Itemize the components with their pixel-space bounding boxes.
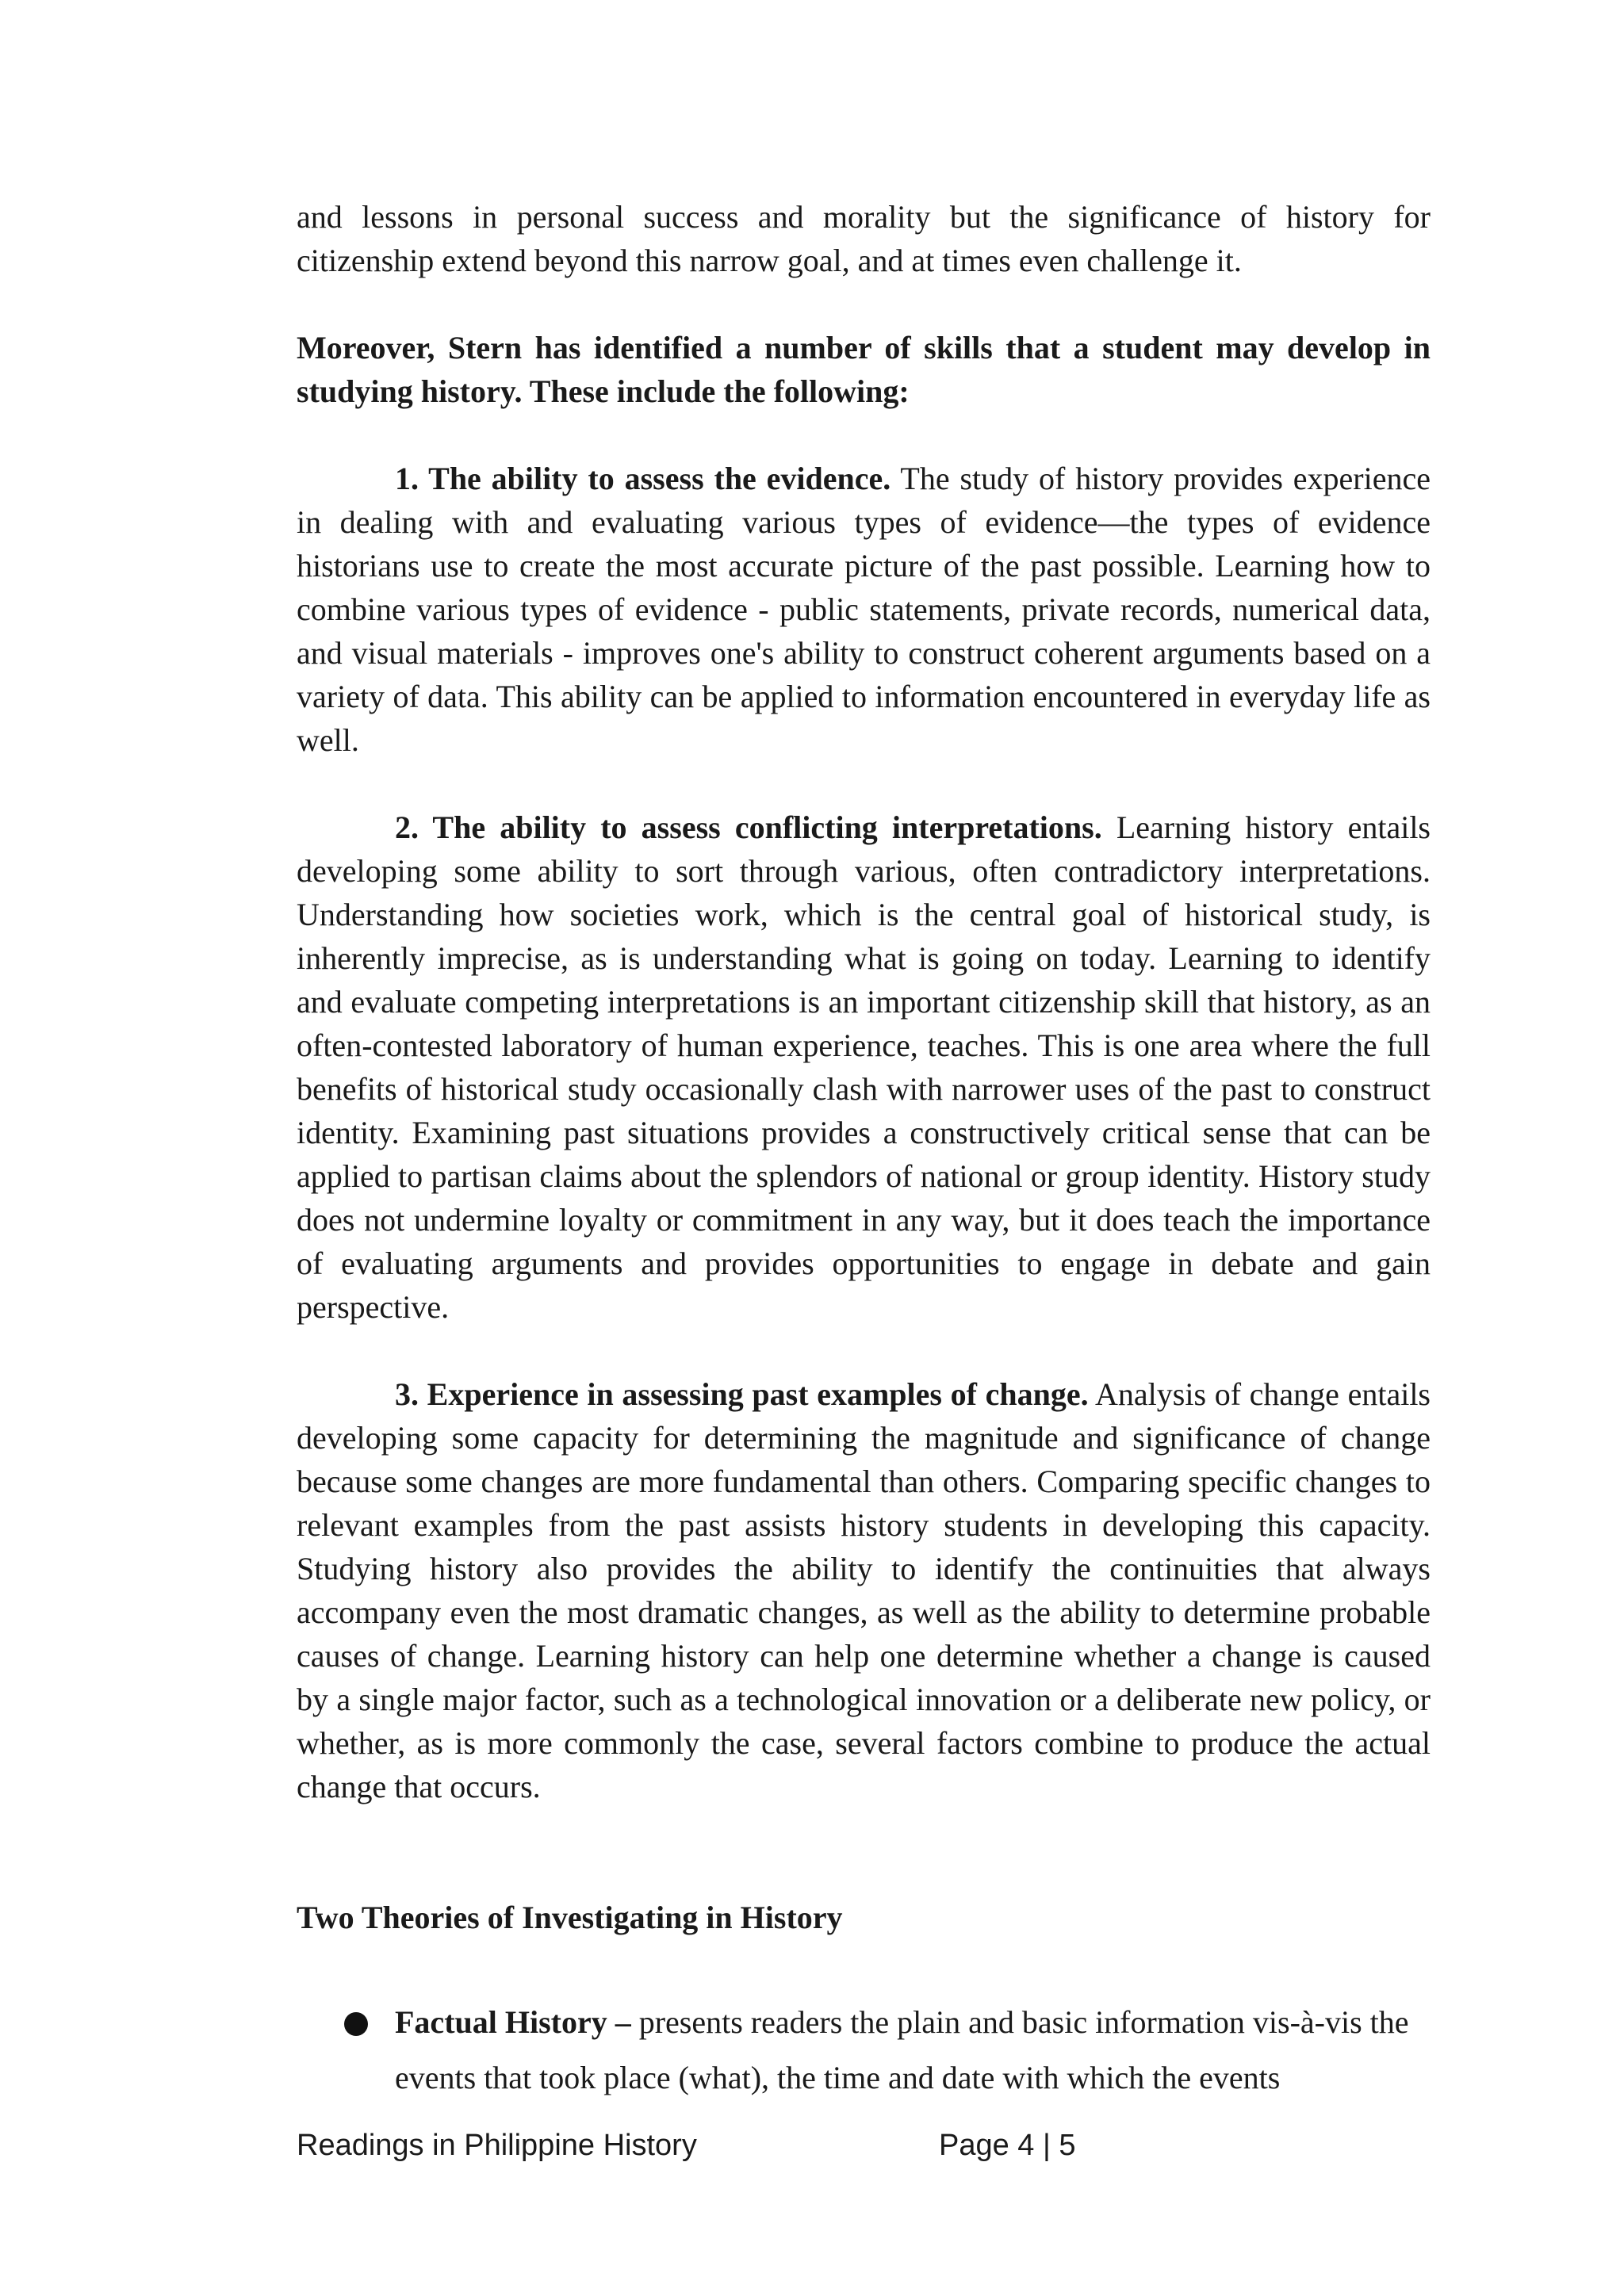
skills-intro: Moreover, Stern has identified a number of skills that a student may develop in studying history. These include the following: xyxy=(297,330,1431,409)
skill-item-lead: 1. The ability to assess the evidence. xyxy=(395,461,891,496)
skill-item-body: The study of history provides experience in dealing with and evaluating various types of evidence—the types of evidence historians use to create the most accurate picture of the past possible. Learning how to combine various types of evidence - public statements, private records, numerical data, and visual materials - improves one's ability to construct coherent arguments based on a variety of data. This ability can be applied to information encountered in everyday life as well. xyxy=(297,461,1431,758)
document-body xyxy=(297,195,1431,2106)
bullet-icon xyxy=(344,2012,368,2036)
section-heading: Two Theories of Investigating in History xyxy=(297,1900,843,1935)
list-item xyxy=(297,1995,1426,2106)
footer-title: Readings in Philippine History xyxy=(297,2129,697,2162)
bullet-text: presents readers the plain and basic information vis-à-vis the events that took place (what), the time and date with which the events xyxy=(395,2004,1409,2095)
skill-item-1 xyxy=(297,457,1431,762)
skill-item-2 xyxy=(297,806,1431,1329)
skill-item-lead: 3. Experience in assessing past examples of change. xyxy=(395,1376,1089,1412)
page-number: Page 4 | 5 xyxy=(939,2129,1076,2162)
intro-paragraph: and lessons in personal success and morality but the significance of history for citizenship extend beyond this narrow goal, and at times even challenge it. xyxy=(297,199,1431,278)
skill-item-body: Analysis of change entails developing some capacity for determining the magnitude and significance of change because some changes are more fundamental than others. Comparing specific changes to relevant examples from the past assists history students in developing this capacity. Studying history also provides the ability to identify the continuities that always accompany even the most dramatic changes, as well as the ability to determine probable causes of change. Learning history can help one determine whether a change is caused by a single major factor, such as a technological innovation or a deliberate new policy, or whether, as is more commonly the case, several factors combine to produce the actual change that occurs. xyxy=(297,1376,1431,1804)
skill-item-3 xyxy=(297,1372,1431,1808)
bullet-term: Factual History – xyxy=(395,2004,631,2040)
skill-item-body: Learning history entails developing some ability to sort through various, often contradictory interpretations. Understanding how societies work, which is the central goal of historical study, is inherently imprecise, as is understanding what is going on today. Learning to identify and evaluate competing interpretations is an important citizenship skill that history, as an often-contested laboratory of human experience, teaches. This is one area where the full benefits of historical study occasionally clash with narrower uses of the past to construct identity. Examining past situations provides a constructively critical sense that can be applied to partisan claims about the splendors of national or group identity. History study does not undermine loyalty or commitment in any way, but it does teach the importance of evaluating arguments and provides opportunities to engage in debate and gain perspective. xyxy=(297,809,1431,1325)
page-footer xyxy=(297,2129,1431,2168)
theories-list xyxy=(297,1995,1431,2106)
skill-item-lead: 2. The ability to assess conflicting interpretations. xyxy=(395,809,1102,845)
